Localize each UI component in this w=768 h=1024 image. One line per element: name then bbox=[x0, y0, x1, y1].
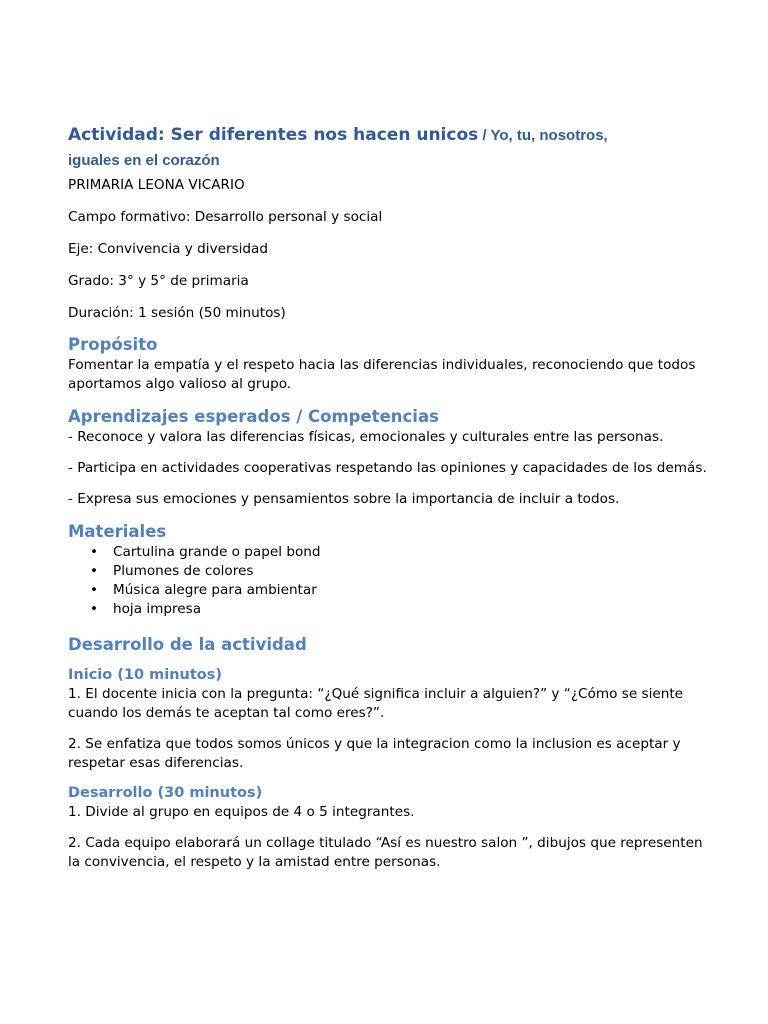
list-item: • Plumones de colores bbox=[90, 563, 254, 579]
inicio-item-2: 2. Se enfatiza que todos somos únicos y que la integracion como la inclusion es aceptar y respetar esas diferencias. bbox=[68, 736, 681, 771]
activity-meta bbox=[68, 176, 708, 323]
title-subtitle: / Yo, tu, nosotros, bbox=[478, 127, 608, 144]
title-subtitle-line2: iguales en el corazón bbox=[68, 152, 220, 169]
aprendizajes-heading: Aprendizajes esperados / Competencias bbox=[68, 407, 439, 426]
duracion: Duración: 1 sesión (50 minutos) bbox=[68, 305, 286, 321]
bullet-icon: • bbox=[90, 563, 99, 579]
aprendizaje-item-1: - Reconoce y valora las diferencias físicas, emocionales y culturales entre las personas. bbox=[68, 429, 664, 445]
proposito-text: Fomentar la empatía y el respeto hacia las diferencias individuales, reconociendo que todos aportamos algo valioso al grupo. bbox=[68, 357, 696, 392]
title-main: Actividad: Ser diferentes nos hacen unicos bbox=[68, 125, 479, 145]
bullet-icon: • bbox=[90, 582, 99, 598]
desarrollo-subheading: Desarrollo (30 minutos) bbox=[68, 785, 263, 801]
bullet-icon: • bbox=[90, 601, 99, 617]
eje: Eje: Convivencia y diversidad bbox=[68, 241, 269, 257]
aprendizaje-item-2: - Participa en actividades cooperativas respetando las opiniones y capacidades de los demás. bbox=[68, 460, 707, 476]
list-item: • hoja impresa bbox=[90, 601, 202, 617]
inicio-item-1: 1. El docente inicia con la pregunta: “¿Qué significa incluir a alguien?” y “¿Cómo se siente cuando los demás te aceptan tal como eres?”. bbox=[68, 686, 684, 721]
document-title bbox=[68, 122, 708, 149]
grado: Grado: 3° y 5° de primaria bbox=[68, 273, 249, 289]
materiales-list bbox=[68, 543, 708, 619]
document-page bbox=[68, 122, 708, 872]
desarrollo-item-1: 1. Divide al grupo en equipos de 4 o 5 integrantes. bbox=[68, 804, 415, 820]
desarrollo-item-2: 2. Cada equipo elaborará un collage titulado “Así es nuestro salon ”, dibujos que representen la convivencia, el respeto y la amistad entre personas. bbox=[68, 835, 703, 870]
inicio-heading: Inicio (10 minutos) bbox=[68, 667, 222, 683]
aprendizaje-item-3: - Expresa sus emociones y pensamientos sobre la importancia de incluir a todos. bbox=[68, 491, 620, 507]
list-item: • Música alegre para ambientar bbox=[90, 582, 317, 598]
list-item: • Cartulina grande o papel bond bbox=[90, 544, 321, 560]
proposito-heading: Propósito bbox=[68, 335, 158, 354]
campo-formativo: Campo formativo: Desarrollo personal y social bbox=[68, 209, 383, 225]
materiales-heading: Materiales bbox=[68, 522, 167, 541]
desarrollo-heading: Desarrollo de la actividad bbox=[68, 635, 307, 654]
school-name: PRIMARIA LEONA VICARIO bbox=[68, 177, 245, 193]
bullet-icon: • bbox=[90, 544, 99, 560]
